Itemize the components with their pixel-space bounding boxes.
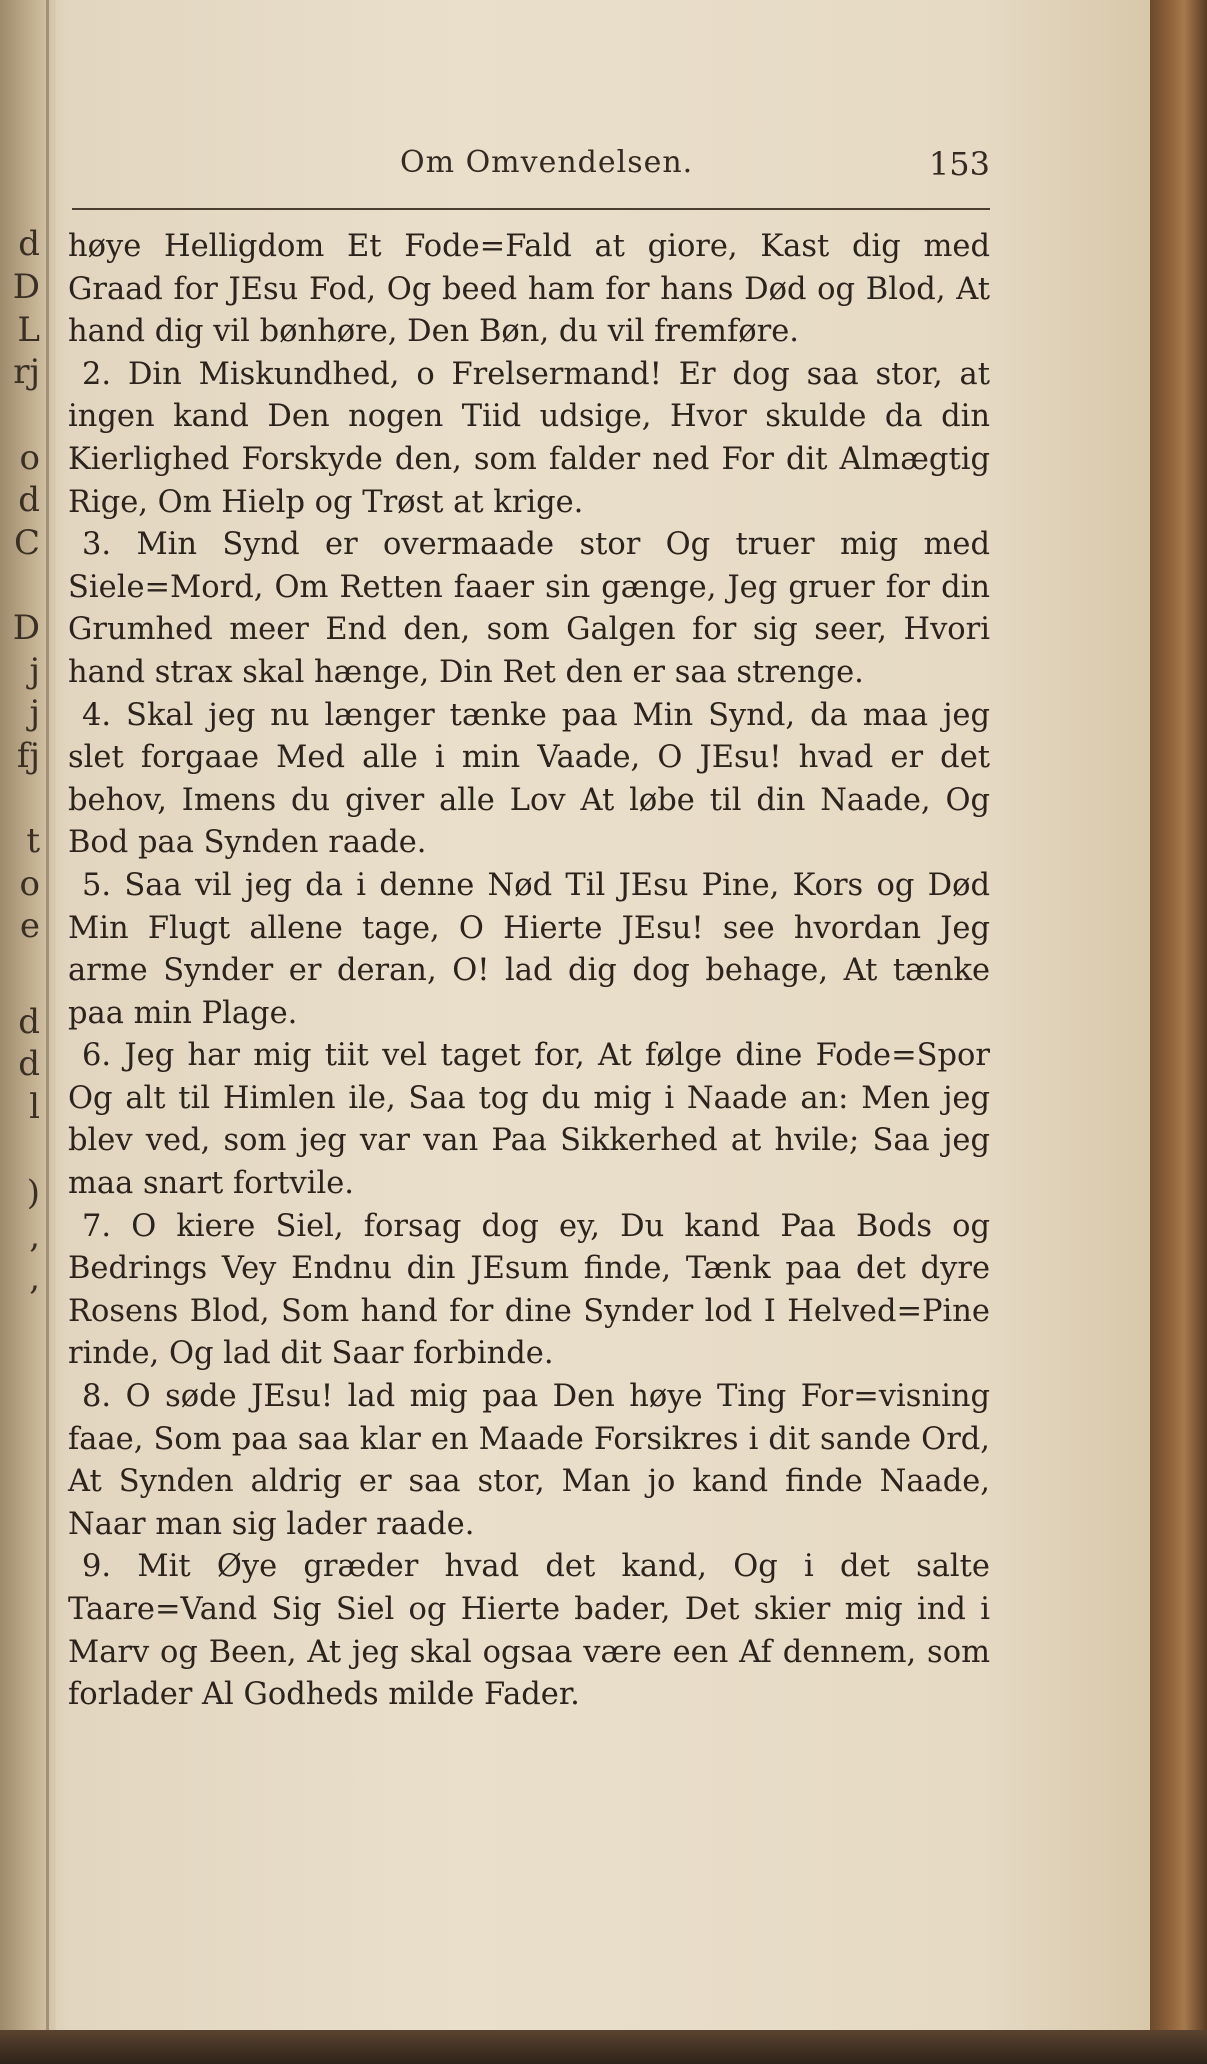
margin-bleed-char: d	[18, 1044, 40, 1084]
margin-bleed-char: e	[19, 906, 40, 946]
verse-5: 5. Saa vil jeg da i denne Nød Til JEsu Pine, Kors og Død Min Flugt allene tage, O Hierte JEsu! see hvordan Jeg arme Synder er deran, O! lad dig dog behage, At tænke paa min Plage.	[68, 867, 990, 1031]
margin-bleed-char: ,	[29, 1258, 40, 1298]
margin-bleed-char: L	[17, 310, 40, 350]
margin-bleed-char: fj	[16, 736, 40, 776]
running-title: Om Omvendelsen.	[400, 145, 694, 180]
margin-bleed-char: ,	[29, 1216, 40, 1256]
margin-bleed-char: rj	[13, 352, 40, 392]
margin-bleed-char: o	[19, 864, 40, 904]
verse-2: 2. Din Miskundhed, o Frelsermand! Er dog saa stor, at ingen kand Den nogen Tiid udsige, Hvor skulde da din Kierlighed Forskyde den, som falder ned For dit Almægtig Rige, Om Hielp og Trøst at krige.	[68, 356, 990, 520]
verse-6: 6. Jeg har mig tiit vel taget for, At følge dine Fode=Spor Og alt til Himlen ile, Saa tog du mig i Naade an: Men jeg blev ved, som jeg var van Paa Sikkerhed at hvile; Saa jeg maa snart fortvile.	[68, 1038, 990, 1202]
verse-4: 4. Skal jeg nu længer tænke paa Min Synd, da maa jeg slet forgaae Med alle i min Vaade, O JEsu! hvad er det behov, Imens du giver alle Lov At løbe til din Naade, Og Bod paa Synden raade.	[68, 697, 990, 861]
verse-8: 8. O søde JEsu! lad mig paa Den høye Ting For=visning faae, Som paa saa klar en Maade Forsikres i dit sande Ord, At Synden aldrig er saa stor, Man jo kand finde Naade, Naar man sig lader raade.	[68, 1379, 990, 1542]
page-header	[70, 145, 990, 195]
book-bottom-edge	[0, 2030, 1207, 2064]
book-fore-edge	[1150, 0, 1207, 2064]
verse-3: 3. Min Synd er overmaade stor Og truer mig med Siele=Mord, Om Retten faaer sin gænge, Jeg gruer for din Grumhed meer End den, som Galgen for sig seer, Hvori hand strax skal hænge, Din Ret den er saa strenge.	[68, 527, 990, 690]
margin-bleed-char: D	[12, 267, 40, 307]
margin-bleed-char: d	[18, 480, 40, 520]
gutter-line	[46, 0, 49, 2030]
margin-bleed-char: d	[18, 1002, 40, 1042]
margin-bleed-char: j	[29, 651, 40, 691]
margin-bleed-char: j	[29, 693, 40, 733]
header-rule	[72, 208, 990, 210]
hymn-text	[68, 226, 990, 1717]
verse-9: 9. Mit Øye græder hvad det kand, Og i det salte Taare=Vand Sig Siel og Hierte bader, Det skier mig ind i Marv og Been, At jeg skal ogsaa være een Af dennem, som forlader Al Godheds milde Fader.	[68, 1549, 990, 1713]
margin-bleed-char: D	[12, 608, 40, 648]
margin-bleed-char: o	[19, 438, 40, 478]
verse-7: 7. O kiere Siel, forsag dog ey, Du kand Paa Bods og Bedrings Vey Endnu din JEsum finde, Tænk paa det dyre Rosens Blod, Som hand for dine Synder lod I Helved=Pine rinde, Og lad dit Saar forbinde.	[68, 1208, 990, 1372]
margin-bleed-char: d	[18, 224, 40, 264]
margin-bleed-char: l	[29, 1087, 40, 1127]
margin-bleed-char: t	[26, 821, 40, 861]
margin-bleed-char: )	[26, 1173, 40, 1213]
verse-continuation: høye Helligdom Et Fode=Fald at giore, Kast dig med Graad for JEsu Fod, Og beed ham for hans Død og Blod, At hand dig vil bønhøre, Den Bøn, du vil fremføre.	[68, 229, 990, 350]
page-number: 153	[928, 145, 990, 183]
margin-bleed-char: C	[13, 523, 40, 563]
